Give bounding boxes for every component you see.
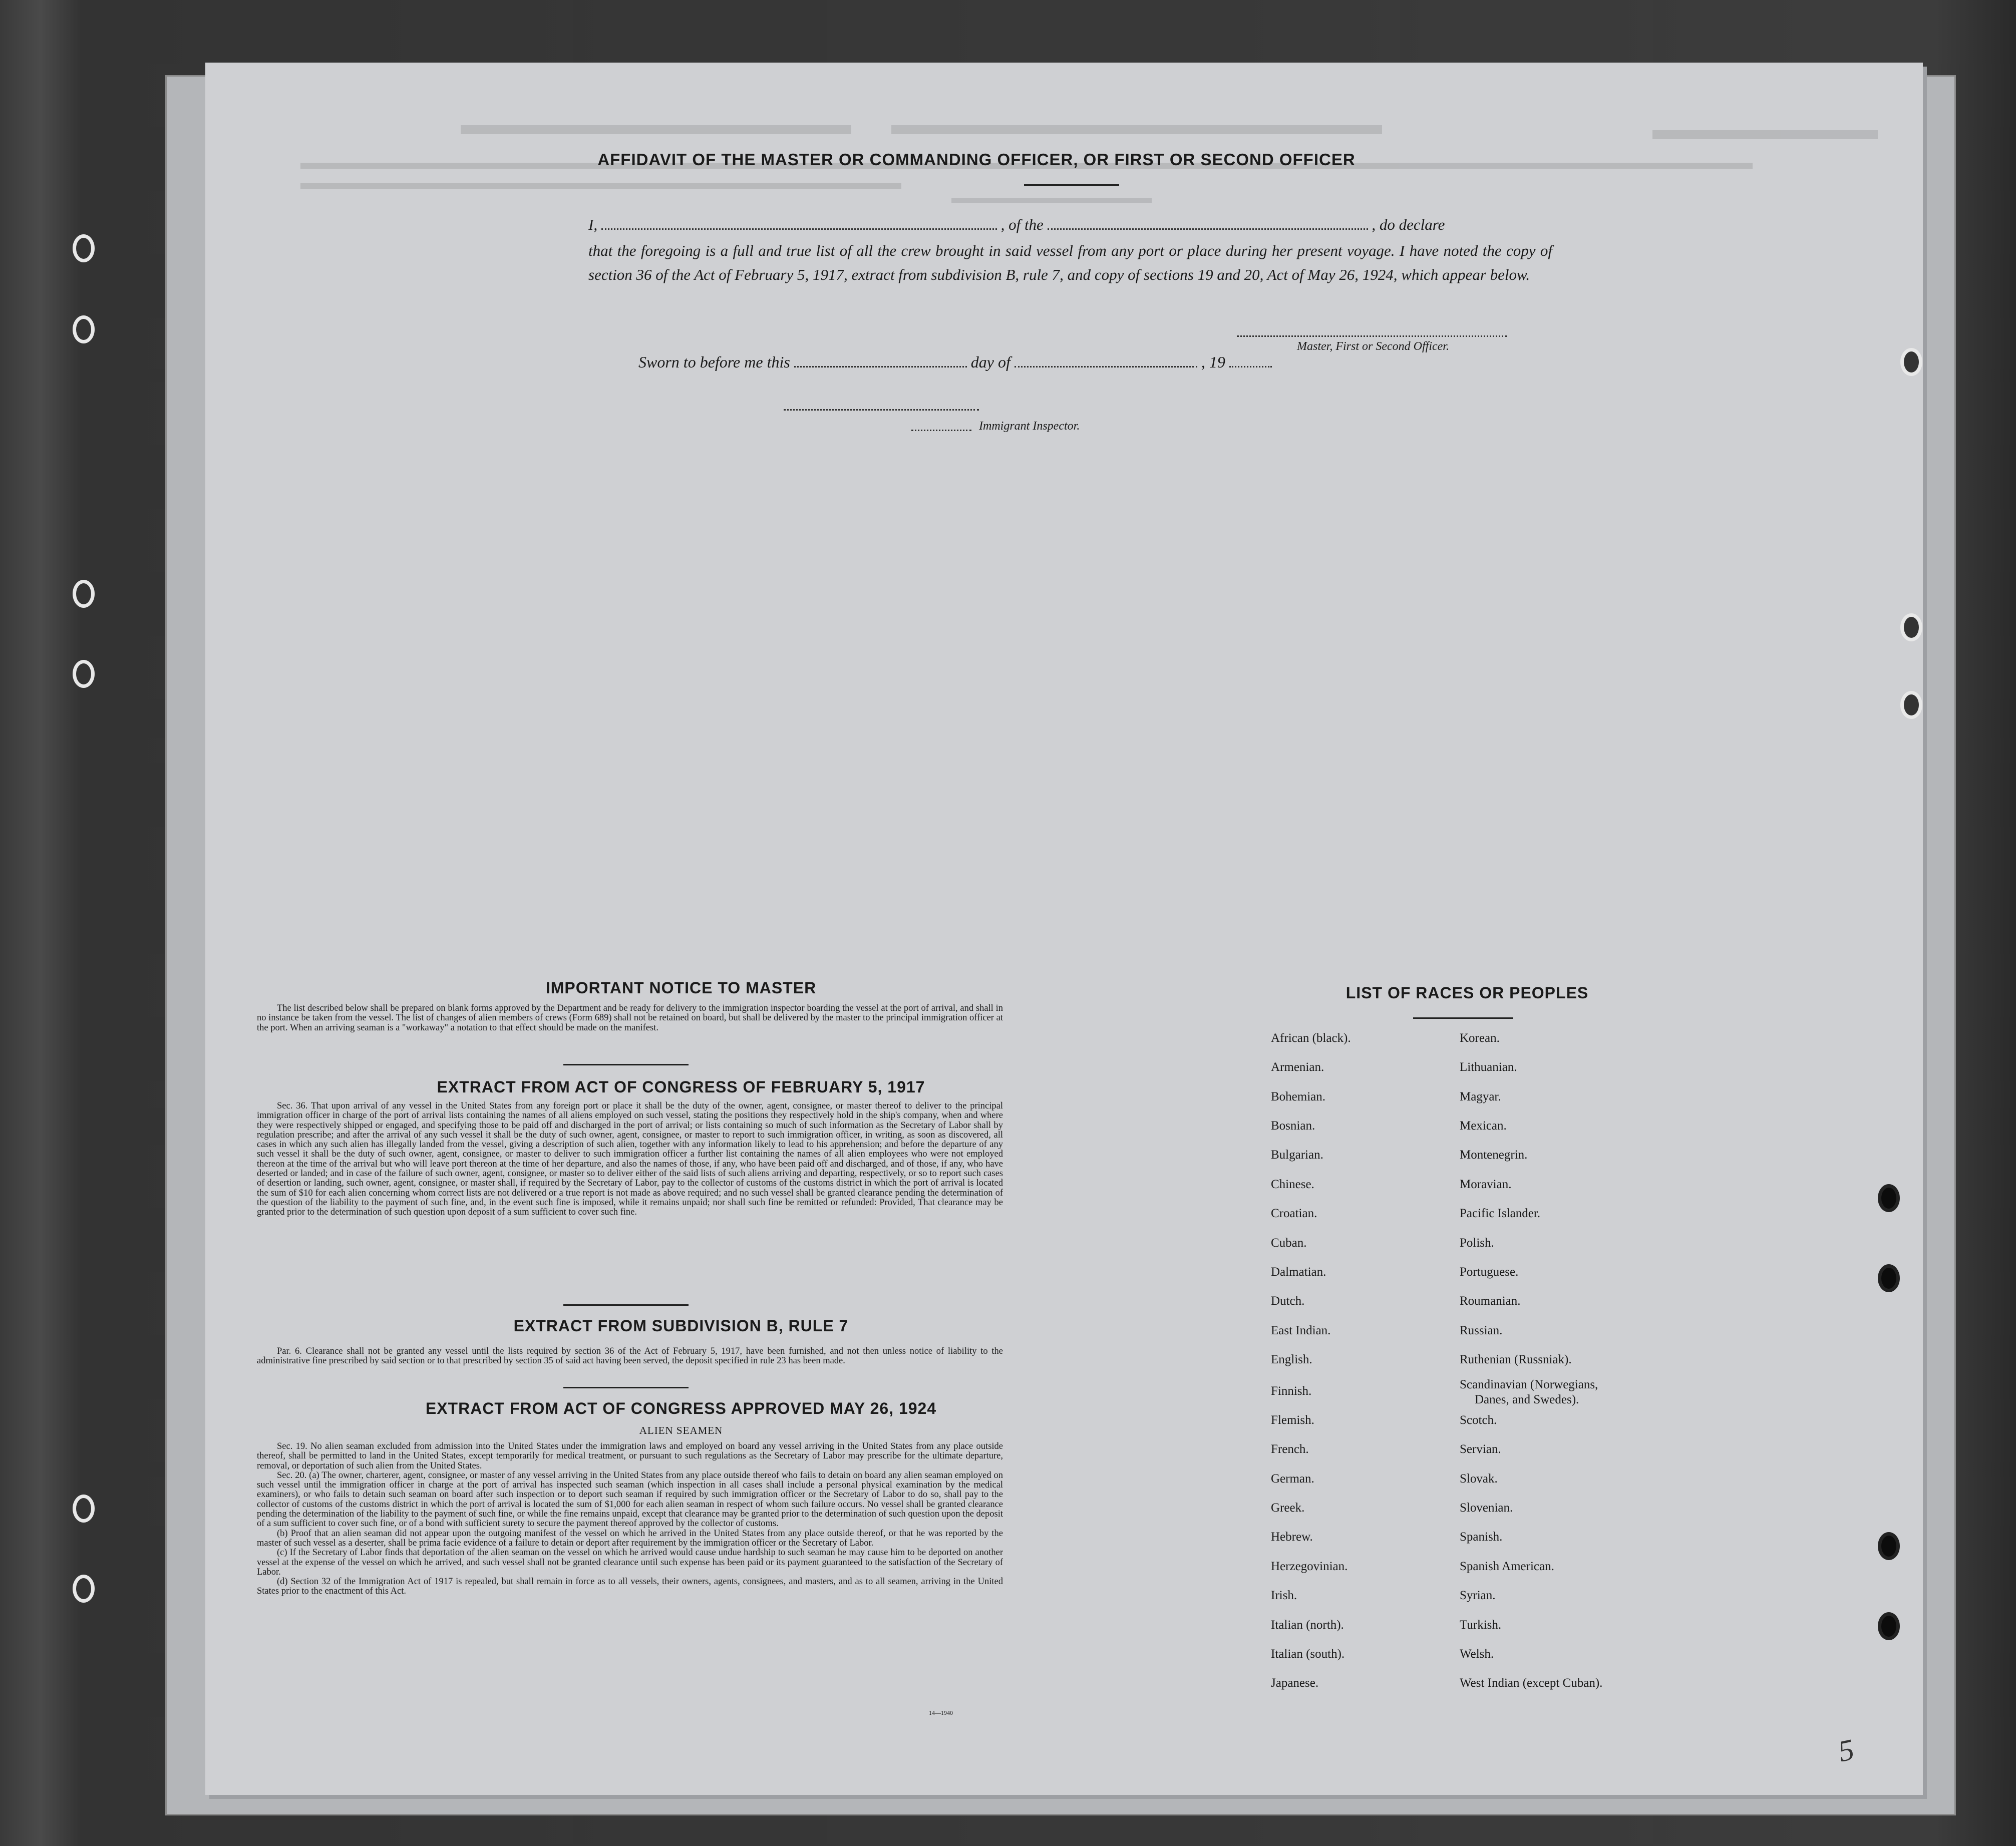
affidavit-i: I, <box>588 216 598 233</box>
sec-36-paragraph: Sec. 36. That upon arrival of any vessel in the United States from any foreign port or place it shall be the duty of the owner, agent, consignee, or master thereof to deliver to the principal immigration officer in charge of the port of arrival lists containing the names of all aliens employed on such vessel, stating the positions they respectively hold in the ship's company, when and where they were respectively shipped or engaged, and specifying those to be paid off and discharged in the port of arrival; or lists containing so much of such information as the Secretary of Labor shall by regulation prescribe; and after the arrival of any such vessel it shall be the duty of such owner, agent, consignee, or master to report to such immigration officer, in writing, as soon as discovered, all cases in which any such alien has illegally landed from the vessel, giving a description of such alien, together with any information likely to lead to his apprehension; and before the departure of any such vessel it shall be the duty of such owner, agent, consignee, or master to deliver to such immigration officer a further list containing the names of all alien employees who were not employed thereon at the time of the arrival but who will leave port thereon at the time of her departure, and also the names of those, if any, who have been paid off and discharged, and of those, if any, who have deserted or landed; and in case of the failure of such owner, agent, consignee, or master so to deliver either of the said lists of such aliens arriving and departing, respectively, or so to report such cases of desertion or landing, such owner, agent, consignee, or master shall, if required by the Secretary of Labor, pay to the collector of customs of the customs district in which the port of arrival is located the sum of $10 for each alien concerning whom correct lists are not delivered or a true report is not made as above required; and no such vessel shall be granted clearance pending the determination of the question of the liability to the payment of such fine, and, in the event such fine is imposed, while it remains unpaid; nor shall such fine be remitted or refunded: Provided, That clearance may be granted prior to the determination of such question upon deposit of a sum sufficient to cover such fine. <box>257 1101 1003 1218</box>
sworn-year-blank[interactable] <box>1229 366 1272 367</box>
form-number: 14—1940 <box>929 1709 953 1716</box>
race-item: Welsh. <box>1460 1647 1494 1661</box>
race-item: Korean. <box>1460 1031 1500 1045</box>
inspector-signature-line[interactable] <box>784 408 979 411</box>
race-item: Greek. <box>1271 1501 1305 1515</box>
race-item: Spanish. <box>1460 1530 1503 1544</box>
punch-hole <box>73 234 95 262</box>
race-item: African (black). <box>1271 1031 1351 1045</box>
race-item: Irish. <box>1271 1589 1297 1602</box>
master-signature-line[interactable] <box>1237 334 1507 337</box>
sworn-line <box>638 353 1272 372</box>
punch-hole <box>73 660 95 688</box>
race-item: Italian (south). <box>1271 1647 1345 1661</box>
extract-rule7-title: EXTRACT FROM SUBDIVISION B, RULE 7 <box>513 1317 849 1335</box>
race-item: Roumanian. <box>1460 1294 1521 1308</box>
affidavit-title: AFFIDAVIT OF THE MASTER OR COMMANDING OFFICER, OR FIRST OR SECOND OFFICER <box>597 150 1356 169</box>
sec-20c-paragraph: (c) If the Secretary of Labor finds that deportation of the alien seaman on the vessel on which he arrived would cause undue hardship to such seaman he may cause him to be deported on another vessel at the expense of the vessel on which he arrived, and such vessel shall not be granted clearance until such expense has been paid or its payment guaranteed to the satisfaction of the Secretary of Labor. <box>257 1548 1003 1577</box>
punch-hole <box>1900 613 1922 641</box>
race-item: Croatian. <box>1271 1207 1317 1220</box>
master-signature-label: Master, First or Second Officer. <box>1297 340 1449 353</box>
race-item: Japanese. <box>1271 1676 1319 1690</box>
races-title-rule <box>1413 1017 1513 1019</box>
race-item: English. <box>1271 1353 1312 1366</box>
race-item: Bulgarian. <box>1271 1148 1323 1162</box>
race-item: Bosnian. <box>1271 1119 1315 1133</box>
punch-hole <box>1878 1184 1900 1212</box>
race-item: Hebrew. <box>1271 1530 1313 1544</box>
race-item: Servian. <box>1460 1442 1501 1456</box>
sec-19-paragraph: Sec. 19. No alien seaman excluded from admission into the United States under the immigration laws and employed on board any vessel arriving in the United States from any place outside thereof, shall be permitted to land in the United States, except temporarily for medical treatment, or pursuant to such regulations as the Secretary of Labor may prescribe for the ultimate departure, removal, or deportation of such alien from the United States. <box>257 1441 1003 1471</box>
affidavit-declare: , do declare <box>1372 216 1445 233</box>
affidavit-of-the: , of the <box>1000 216 1044 233</box>
notice-text <box>257 1004 1003 1033</box>
punch-hole <box>73 315 95 343</box>
extract-1917-text <box>257 1101 1003 1218</box>
race-item: Portuguese. <box>1460 1265 1519 1279</box>
race-item: Slovak. <box>1460 1472 1498 1486</box>
extract-1924-text <box>257 1442 1003 1597</box>
extract-1917-title: EXTRACT FROM ACT OF CONGRESS OF FEBRUARY 5, 1917 <box>437 1078 925 1096</box>
sworn-year-prefix: , 19 <box>1201 353 1225 371</box>
race-item: Armenian. <box>1271 1060 1324 1074</box>
races-title: LIST OF RACES OR PEOPLES <box>1346 984 1589 1002</box>
race-item: French. <box>1271 1442 1309 1456</box>
race-item: Bohemian. <box>1271 1090 1326 1103</box>
handwritten-page-number: 5 <box>1835 1732 1857 1768</box>
name-blank[interactable] <box>601 215 997 230</box>
punch-hole <box>1878 1612 1900 1640</box>
race-item: Magyar. <box>1460 1090 1501 1103</box>
inspector-label-lead-line <box>911 429 971 431</box>
race-item: Montenegrin. <box>1460 1148 1528 1162</box>
punch-hole <box>73 1495 95 1523</box>
race-item: Scotch. <box>1460 1413 1497 1427</box>
extract-rule7-text <box>257 1347 1003 1366</box>
sworn-day-of: day of <box>970 353 1011 371</box>
sworn-text: Sworn to before me this <box>638 353 790 371</box>
race-item: Slovenian. <box>1460 1501 1513 1515</box>
extract-1924-title: EXTRACT FROM ACT OF CONGRESS APPROVED MAY 26, 1924 <box>425 1399 937 1417</box>
race-item: Finnish. <box>1271 1384 1312 1398</box>
punch-hole <box>1878 1264 1900 1292</box>
punch-hole <box>1878 1532 1900 1560</box>
race-item: Danes, and Swedes). <box>1475 1393 1579 1406</box>
sec-20b-paragraph: (b) Proof that an alien seaman did not appear upon the outgoing manifest of the vessel on which he arrived in the United States from any place outside thereof, or that he was reported by the master of such vessel as a deserter, shall be prima facie evidence of a failure to detain or deport after requirement by the immigration officer or the Secretary of Labor. <box>257 1528 1003 1548</box>
race-item: West Indian (except Cuban). <box>1460 1676 1603 1690</box>
vessel-blank[interactable] <box>1048 215 1368 230</box>
affidavit-title-rule <box>1024 184 1119 186</box>
race-item: Syrian. <box>1460 1589 1496 1602</box>
sec-20d-paragraph: (d) Section 32 of the Immigration Act of 1917 is repealed, but shall remain in force as to all vessels, their owners, agents, consignees, and masters, and as to all seamen, arriving in the United States prior to the enactment of this Act. <box>257 1577 1003 1597</box>
race-item: Chinese. <box>1271 1178 1314 1191</box>
par-6-paragraph: Par. 6. Clearance shall not be granted any vessel until the lists required by section 36 of the Act of February 5, 1917, have been furnished, and not then unless notice of liability to the administrative fine prescribed by said section or to that prescribed by section 35 of said act having been served, the deposit specified in rule 23 has been made. <box>257 1346 1003 1366</box>
race-item: Turkish. <box>1460 1618 1502 1632</box>
punch-hole <box>73 1575 95 1603</box>
race-item: Dalmatian. <box>1271 1265 1326 1279</box>
race-item: Lithuanian. <box>1460 1060 1517 1074</box>
race-item: Moravian. <box>1460 1178 1512 1191</box>
race-item: Cuban. <box>1271 1236 1307 1250</box>
extract-1917-divider <box>563 1304 689 1306</box>
races-right-column <box>1460 1031 1690 1692</box>
notice-paragraph: The list described below shall be prepared on blank forms approved by the Department and be ready for delivery to the immigration inspector boarding the vessel at the port of arrival, and shall in no instance be taken from the vessel. The list of changes of alien members of crews (Form 689) shall not be retained on board, but shall be delivered by the master to the principal immigration officer at the port. When an arriving seaman is a "workaway" a notation to that effect should be made on the manifest. <box>257 1003 1003 1033</box>
race-item: Pacific Islander. <box>1460 1207 1541 1220</box>
race-item: Ruthenian (Russniak). <box>1460 1353 1572 1366</box>
extract-rule7-divider <box>563 1387 689 1388</box>
race-item: Mexican. <box>1460 1119 1507 1133</box>
race-item: East Indian. <box>1271 1324 1331 1337</box>
race-item: Spanish American. <box>1460 1560 1554 1573</box>
inspector-label: Immigrant Inspector. <box>979 420 1080 433</box>
punch-hole <box>1900 691 1922 719</box>
sworn-day-blank[interactable] <box>794 366 967 367</box>
race-item: Scandinavian (Norwegians, <box>1460 1378 1598 1391</box>
race-item: German. <box>1271 1472 1314 1486</box>
race-item: Italian (north). <box>1271 1618 1344 1632</box>
race-item: Russian. <box>1460 1324 1503 1337</box>
race-item: Flemish. <box>1271 1413 1314 1427</box>
punch-hole <box>1900 348 1922 376</box>
notice-divider <box>563 1064 689 1065</box>
notice-title: IMPORTANT NOTICE TO MASTER <box>545 979 817 997</box>
sworn-month-blank[interactable] <box>1015 366 1197 367</box>
alien-seamen-subtitle: ALIEN SEAMEN <box>639 1424 723 1436</box>
punch-hole <box>73 580 95 608</box>
race-item: Dutch. <box>1271 1294 1305 1308</box>
race-item: Polish. <box>1460 1236 1494 1250</box>
race-item: Herzegovinian. <box>1271 1560 1348 1573</box>
affidavit-body: that the foregoing is a full and true list of all the crew brought in said vessel from any port or place during her present voyage. I have noted the copy of section 36 of the Act of February 5, 1917, extract from subdivision B, rule 7, and copy of sections 19 and 20, Act of May 26, 1924, which appear below. <box>588 242 1552 283</box>
affidavit-declaration-line <box>588 215 1550 234</box>
sec-20a-paragraph: Sec. 20. (a) The owner, charterer, agent, consignee, or master of any vessel arriving in the United States from any place outside thereof who fails to detain on board any alien seaman employed on such vessel until the immigration officer in charge at the port of arrival has inspected such seaman (which inspection in all cases shall include a personal physical examination by the medical examiners), or who fails to detain such seaman on board after such inspection or to deport such seaman if required by such immigration officer or the Secretary of Labor to do so, shall pay to the collector of customs of the customs district in which the port of arrival is located the sum of $1,000 for each alien seaman in respect of whom such failure occurs. No vessel shall be granted clearance pending the determination of the liability to the payment of such fine, or while the fine remains unpaid, except that clearance may be granted prior to the determination of such question upon the deposit of a sum sufficient to cover such fine, or of a bond with sufficient surety to secure the payment thereof approved by the collector of customs. <box>257 1470 1003 1529</box>
